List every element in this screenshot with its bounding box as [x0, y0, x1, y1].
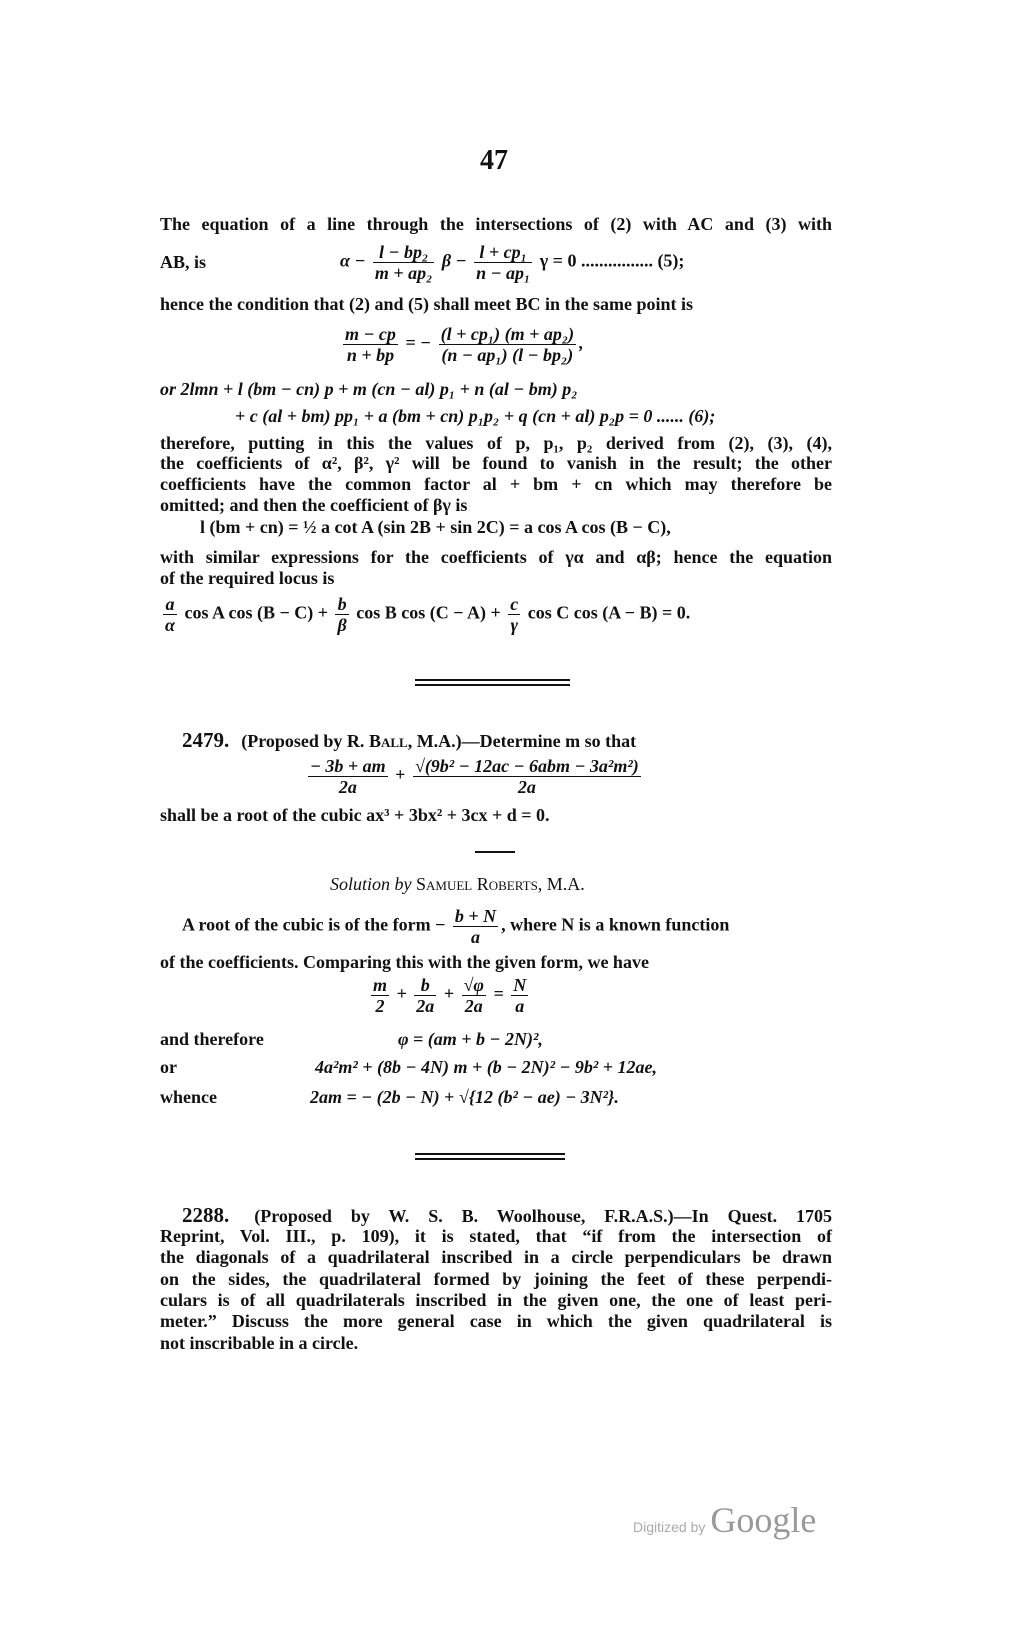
- text-line: Reprint, Vol. III., p. 109), it is stated, that “if from the intersection of: [160, 1226, 832, 1246]
- term: γ = 0 ................ (5);: [539, 250, 685, 271]
- numerator: a: [165, 594, 175, 614]
- text-line: The equation of a line through the intersections of (2) with AC and (3) with: [160, 214, 832, 234]
- fraction: [163, 594, 177, 635]
- text-line: the coefficients of α², β², γ² will be found to vanish in the result; the other: [160, 453, 832, 473]
- numerator: m: [373, 975, 388, 995]
- row-expression: 4a²m² + (8b − 4N) m + (b − 2N)² − 9b² + 12ae,: [315, 1057, 658, 1077]
- denominator: γ: [508, 614, 520, 635]
- numerator: b: [337, 594, 347, 614]
- question-first-line: [182, 1205, 832, 1226]
- denominator: 2a: [308, 776, 388, 797]
- fraction: [453, 906, 498, 947]
- numerator: √(9b² − 12ac − 6abm − 3a²m²): [414, 756, 639, 776]
- double-rule-divider: [415, 679, 570, 686]
- term: = −: [405, 332, 432, 353]
- numerator: − 3b + am: [310, 756, 386, 776]
- text-line: of the coefficients. Comparing this with the given form, we have: [160, 952, 649, 972]
- numerator: N: [513, 975, 527, 995]
- term: cos A cos (B − C) +: [184, 602, 328, 623]
- text-line: with similar expressions for the coefficients of γα and αβ; hence the equation: [160, 547, 832, 567]
- text: (Proposed by W. S. B. Woolhouse, F.R.A.S.)—In Quest. 1705: [254, 1206, 833, 1226]
- row-label: whence: [160, 1087, 217, 1107]
- row-expression: φ = (am + b − 2N)²,: [398, 1029, 543, 1049]
- short-rule-divider: [475, 851, 515, 853]
- text-line: culars is of all quadrilaterals inscribed in the given one, the one of least peri-: [160, 1290, 832, 1310]
- fraction: [474, 242, 532, 283]
- digitized-by-google-watermark: [633, 1500, 816, 1547]
- row-expression: 2am = − (2b − N) + √{12 (b² − ae) − 3N²}.: [310, 1087, 619, 1107]
- coefficient-equation: l (bm + cn) = ½ a cot A (sin 2B + sin 2C) = a cos A cos (B − C),: [200, 517, 671, 537]
- text: , M.A.)—Determine m so that: [407, 731, 637, 751]
- text: A root of the cubic is of the form −: [182, 914, 446, 935]
- row-label: or: [160, 1057, 177, 1077]
- question-number: 2479.: [182, 728, 230, 752]
- double-rule-divider: [415, 1153, 565, 1160]
- text: , where N is a known function: [501, 914, 730, 935]
- term: +: [395, 764, 406, 785]
- numerator: (l + cp₁) (m + ap₂): [440, 324, 575, 344]
- fraction: [508, 594, 520, 635]
- term: cos C cos (A − B) = 0.: [527, 602, 691, 623]
- numerator: l + cp₁: [479, 242, 527, 262]
- denominator: α: [165, 615, 175, 635]
- text: (Proposed by R.: [241, 731, 369, 751]
- text-line: on the sides, the quadrilateral formed by joining the feet of these perpendi-: [160, 1269, 832, 1289]
- term: α −: [340, 250, 366, 271]
- fraction: [439, 324, 577, 365]
- term: ,: [579, 332, 584, 353]
- question-expression: [305, 756, 644, 797]
- fraction: [414, 975, 436, 1016]
- denominator: β: [337, 615, 347, 635]
- fraction: [343, 324, 398, 365]
- denominator: 2a: [416, 996, 435, 1016]
- text: , M.A.: [537, 874, 585, 894]
- numerator: l − bp₂: [379, 242, 429, 262]
- denominator: 2a: [413, 776, 641, 797]
- text-line: meter.” Discuss the more general case in which the given quadrilateral is: [160, 1311, 832, 1331]
- condition-equation: [340, 324, 584, 365]
- locus-equation: [160, 594, 690, 635]
- fraction: [335, 594, 348, 635]
- text-line: coefficients have the common factor al + bm + cn which may therefore be: [160, 474, 832, 494]
- numerator: √φ: [463, 975, 484, 995]
- solution-heading: [330, 874, 585, 894]
- term: +: [443, 983, 455, 1004]
- page-number: 47: [480, 145, 508, 176]
- solver-name: Samuel Roberts: [416, 874, 538, 894]
- fraction: [462, 975, 486, 1016]
- equation-6-line: or 2lmn + l (bm − cn) p + m (cn − al) p₁ + n (al − bm) p₂: [160, 379, 578, 399]
- denominator: 2a: [462, 995, 486, 1016]
- question-number: 2288.: [182, 1203, 230, 1227]
- text-line: shall be a root of the cubic ax³ + 3bx² + 3cx + d = 0.: [160, 805, 550, 825]
- equation-5: [340, 242, 684, 283]
- fraction: [308, 756, 388, 797]
- proposer-name: Ball: [368, 731, 408, 751]
- numerator: m − cp: [345, 324, 396, 344]
- fraction: [413, 756, 641, 797]
- watermark-prefix: Digitized by: [633, 1519, 706, 1535]
- text-line: not inscribable in a circle.: [160, 1333, 359, 1353]
- numerator: c: [510, 594, 519, 614]
- question-heading: [182, 730, 636, 751]
- text-line: hence the condition that (2) and (5) shall meet BC in the same point is: [160, 294, 694, 314]
- fraction: [373, 242, 435, 283]
- denominator: a: [511, 995, 528, 1016]
- denominator: n − ap₁: [476, 263, 531, 283]
- denominator: m + ap₂: [374, 263, 433, 283]
- term: +: [396, 983, 407, 1004]
- text: Solution by: [330, 874, 412, 894]
- term: cos B cos (C − A) +: [356, 602, 501, 623]
- text-label: AB, is: [160, 252, 207, 272]
- fraction: [511, 975, 528, 1016]
- denominator: (n − ap₁) (l − bp₂): [439, 344, 577, 365]
- text-line: of the required locus is: [160, 568, 335, 588]
- denominator: 2: [371, 995, 389, 1016]
- term: =: [493, 983, 504, 1004]
- sum-equation: [368, 975, 531, 1016]
- text-line: therefore, putting in this the values of p, p₁, p₂ derived from (2), (3), (4),: [160, 433, 832, 453]
- equation-6-line: + c (al + bm) pp₁ + a (bm + cn) p₁p₂ + q (cn + al) p₂p = 0 ...... (6);: [235, 406, 716, 426]
- text-line: the diagonals of a quadrilateral inscribed in a circle perpendiculars be drawn: [160, 1247, 832, 1267]
- fraction: [371, 975, 389, 1016]
- text-line: [182, 906, 729, 947]
- numerator: b + N: [454, 906, 497, 926]
- text-line: omitted; and then the coefficient of βγ is: [160, 495, 468, 515]
- google-logo: Google: [710, 1500, 817, 1540]
- term: β −: [441, 250, 467, 271]
- row-label: and therefore: [160, 1029, 264, 1049]
- denominator: n + bp: [343, 344, 398, 365]
- denominator: a: [453, 926, 498, 947]
- numerator: b: [420, 975, 430, 995]
